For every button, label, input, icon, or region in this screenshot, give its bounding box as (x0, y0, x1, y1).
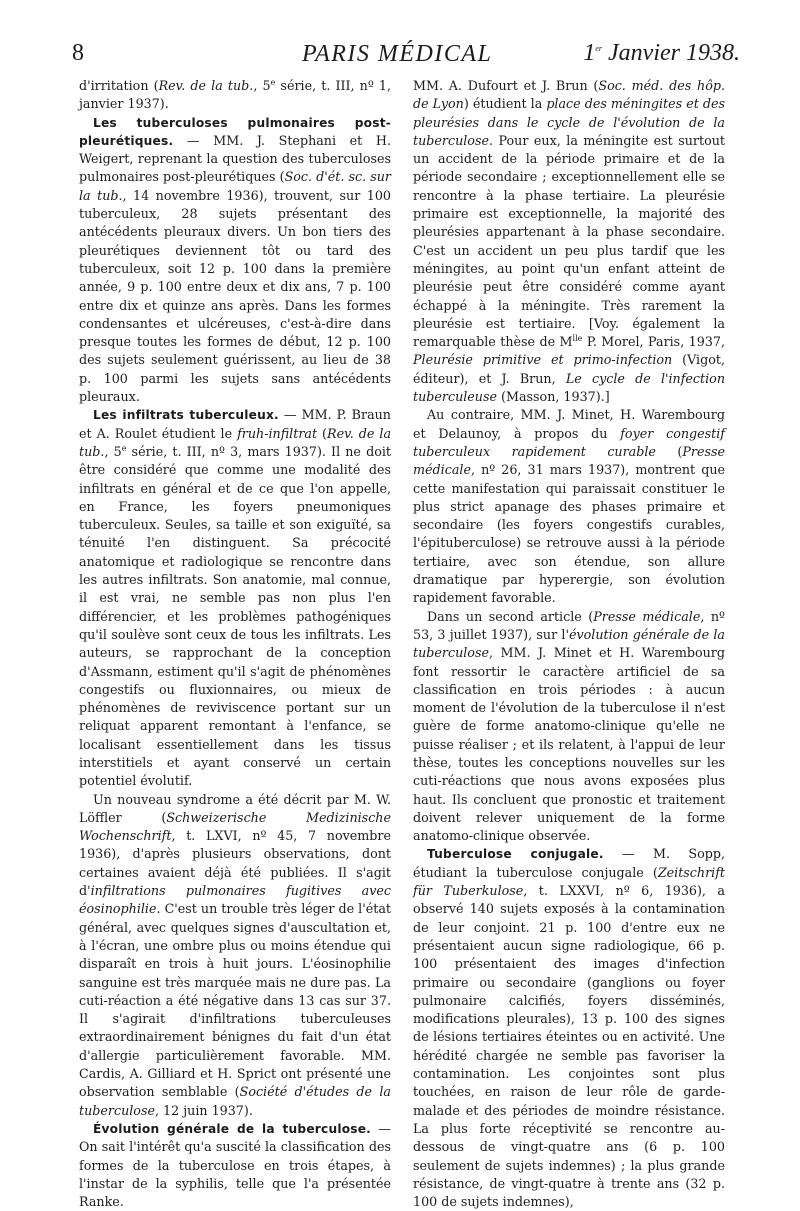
text-run: — MM. P. Braun et A. Roulet étudient le (79, 407, 391, 441)
italic-citation: Pleurésie primitive et primo-infection (413, 352, 673, 368)
text-run: — On sait l'intérêt qu'a suscité la classification des formes de la tuberculose en trois étapes, à l'instar de la syphilis, telle que l'a présentée Ranke. (79, 1120, 391, 1210)
italic-citation: Société d'études de la tuberculose (79, 1084, 391, 1118)
italic-citation: Zeitschrift für Tuberkulose (413, 864, 725, 899)
text-run: , 14 novembre 1936), trouvent, sur 100 tuberculeux, 28 sujets présentant des antécédents pleuraux divers. Un bon tiers des pleurétiques deviennent tôt ou tard des tuberculeux, soit 12 p. 100 dans la première année, 9 p. 100 entre deux et dix ans, 7 p. 100 entre dix et quinze ans après. Dans les formes condensantes et ulcéreuses, c'est-à-dire dans presque toutes les formes de début, 12 p. 100 des sujets seulement guérissent, au lieu de 38 p. 100 parmi les sujets sans antécédents pleuraux. (79, 187, 391, 405)
text-run: série, t. III, nº 1, janvier 1937). (79, 78, 392, 112)
italic-citation: Soc. méd. des hôp. de Lyon (413, 78, 726, 112)
text-run: ( (655, 443, 683, 459)
page-header (72, 40, 740, 72)
text-run: d'irritation ( (79, 78, 159, 93)
text-run: Au contraire, MM. J. Minet, H. Warembourg et Delaunoy, à propos du (413, 407, 725, 441)
text-run: — M. Sopp, étudiant la tuberculose conjugale ( (413, 846, 725, 880)
text-run: — MM. J. Stephani et H. Weigert, reprenant la question des tuberculoses pulmonaires post-pleurétiques ( (79, 132, 391, 185)
section-heading: Tuberculose conjugale. (427, 847, 604, 862)
italic-citation: foyer congestif tuberculeux rapidement curable (413, 425, 725, 459)
text-run: ) étudient la (463, 96, 547, 112)
text-run: MM. A. Dufourt et J. Brun ( (413, 78, 599, 93)
italic-citation: Le cycle de l'infection tuberculeuse (413, 370, 725, 405)
italic-citation: évolution générale de la tuberculose (413, 626, 725, 661)
text-run: Dans un second article ( (427, 608, 594, 624)
paragraph-p8 (413, 608, 725, 846)
section-heading: Évolution générale de la tuberculose. (93, 1121, 372, 1136)
text-run: Un nouveau syndrome a été décrit par M. W. Löffler ( (79, 791, 391, 825)
text-run: (Vigot, éditeur), et J. Brun, (413, 352, 725, 386)
paragraph-p7 (413, 406, 725, 607)
italic-citation: infiltrations pulmonaires fugitives avec éosinophilie (79, 883, 391, 917)
paragraph-p4 (79, 791, 391, 1120)
paragraph-p2 (79, 114, 391, 407)
left-column (79, 77, 391, 1211)
text-run: série, t. III, nº 3, mars 1937). Il ne doit être considéré que comme une modalité des infiltrats en général et de ce que l'on appelle, en France, les foyers pneumoniques tuberculeux. Seules, sa taille et son exiguïté, sa ténuité l'en distinguent. Sa précocité anatomique et radiologique se rencontre dans les autres infiltrats. Son anatomie, mal connue, il est vrai, ne semble pas non plus l'en différencier, et les problèmes pathogéniques qu'il soulève sont ceux de tous les infiltrats. Les auteurs, se rapprochant de la conception d'Assmann, estiment qu'il s'agit de phénomènes congestifs ou fluxionnaires, ou mieux de phénomènes de reviviscence portant sur un reliquat apparent remontant à l'enfance, se localisant essentiellement dans les tissus interstitiels et ayant conservé un certain potentiel évolutif. (79, 443, 391, 789)
text-run: (Masson, 1937).] (497, 389, 610, 405)
text-run: , t. LXXVI, nº 6, 1936), a observé 140 sujets exposés à la contamination de leur conjoint. 21 p. 100 d'entre eux ne présentaient aucun signe radiologique, 66 p. 100 présentaient des images d'infection primaire ou secondaire (ganglions ou foyer pulmonaire calcifiés, foyers disséminés, modifications pleurales), 13 p. 100 des signes de lésions tertiaires éteintes ou en activité. Une hérédité chargée ne semble pas favoriser la contamination. Les conjointes sont plus touchées, en raison de leur rôle de garde-malade et des périodes de moindre résistance. La plus forte réceptivité se rencontre au-dessous de vingt-quatre ans (6 p. 100 seulement de sujets indemnes) ; la plus grande résistance, de vingt-quatre à trente ans (32 p. 100 de sujets indemnes), (413, 883, 725, 1210)
italic-citation: fruh-infiltrat (237, 425, 318, 441)
paragraph-p1 (79, 77, 391, 114)
text-run: , MM. J. Minet et H. Warembourg font ressortir le caractère artificiel de sa classification en trois périodes : à aucun moment de l'évolution de la tuberculose il n'est guère de forme anatomo-clinique qu'elle ne puisse réaliser ; et ils relatent, à l'appui de leur thèse, toutes les conceptions nouvelles sur les cuti-réactions que nous avons exposées plus haut. Ils concluent que pronostic et traitement doivent relever uniquement de la forme anatomo-clinique observée. (413, 645, 725, 844)
issue-date: 1er Janvier 1938. (583, 40, 740, 66)
text-run: , 5 (104, 443, 122, 459)
paragraph-p9 (413, 845, 725, 1211)
text-run: ( (317, 425, 328, 441)
right-column (413, 77, 725, 1211)
italic-citation: Presse médicale (413, 443, 725, 478)
text-run: . C'est un trouble très léger de l'état général, avec quelques signes d'auscultation et, à l'écran, une ombre plus ou moins étendue qui disparaît en trois à huit jours. L'éosinophilie sanguine est très marquée mais ne dure pas. La cuti-réaction a été négative dans 13 cas sur 37. Il s'agirait d'infiltrations tuberculeuses extraordinairement bénignes du fait d'un état d'allergie particulièrement favorable. MM. Cardis, A. Gilliard et H. Sprict ont présenté une observation semblable ( (79, 901, 391, 1100)
italic-citation: Presse médicale (593, 608, 701, 624)
superscript: e (121, 443, 127, 453)
journal-title: PARIS MÉDICAL (302, 41, 493, 67)
section-heading: Les infiltrats tuberculeux. (93, 408, 279, 423)
text-run: , nº 26, 31 mars 1937), montrent que cette manifestation qui paraissait constituer le plus strict apanage des phases primaire et secondaire (les foyers congestifs curables, l'épituberculose) se retrouve aussi à la période tertiaire, avec son étendue, son allure dramatique par hyperergie, son évolution rapidement favorable. (413, 462, 725, 606)
date-superscript: er (595, 44, 603, 53)
section-heading: Les tuberculoses pulmonaires post-pleurétiques. (79, 115, 391, 148)
italic-citation: Schweizerische Medizinische Wochenschrift (79, 809, 391, 844)
text-run: , nº 53, 3 juillet 1937), sur l' (413, 608, 726, 642)
italic-citation: Soc. d'ét. sc. sur la tub. (79, 169, 391, 203)
italic-citation: Rev. de la tub. (158, 78, 254, 93)
superscript: lle (572, 333, 583, 343)
text-run: , 5 (253, 78, 271, 93)
text-run: P. Morel, Paris, 1937, (582, 334, 725, 350)
paragraph-p6 (413, 77, 725, 406)
paragraph-p3 (79, 406, 391, 790)
text-run: , t. LXVI, nº 45, 7 novembre 1936), d'après plusieurs observations, dont certaines avaient déjà été publiées. Il s'agit d' (79, 828, 391, 899)
text-run: . Pour eux, la méningite est surtout un accident de la période primaire et de la période secondaire ; exceptionnellement elle se rencontre à la phase tertiaire. La pleurésie primaire est exceptionnelle, la majorité des pleurésies appartenant à la phase secondaire. C'est un accident un peu plus tardif que les méningites, au point qu'un enfant atteint de pleurésie peut être considéré comme ayant échappé à la méningite. Très rarement la pleurésie est tertiaire. [Voy. également la remarquable thèse de M (413, 132, 725, 350)
paragraph-p5 (79, 1120, 391, 1211)
italic-citation: Rev. de la tub. (79, 425, 392, 459)
text-run: , 12 juin 1937). (154, 1102, 253, 1118)
superscript: e (270, 77, 276, 87)
italic-citation: place des méningites et des pleurésies dans le cycle de l'évolution de la tuberculose (413, 96, 725, 148)
page-number: 8 (72, 40, 84, 66)
